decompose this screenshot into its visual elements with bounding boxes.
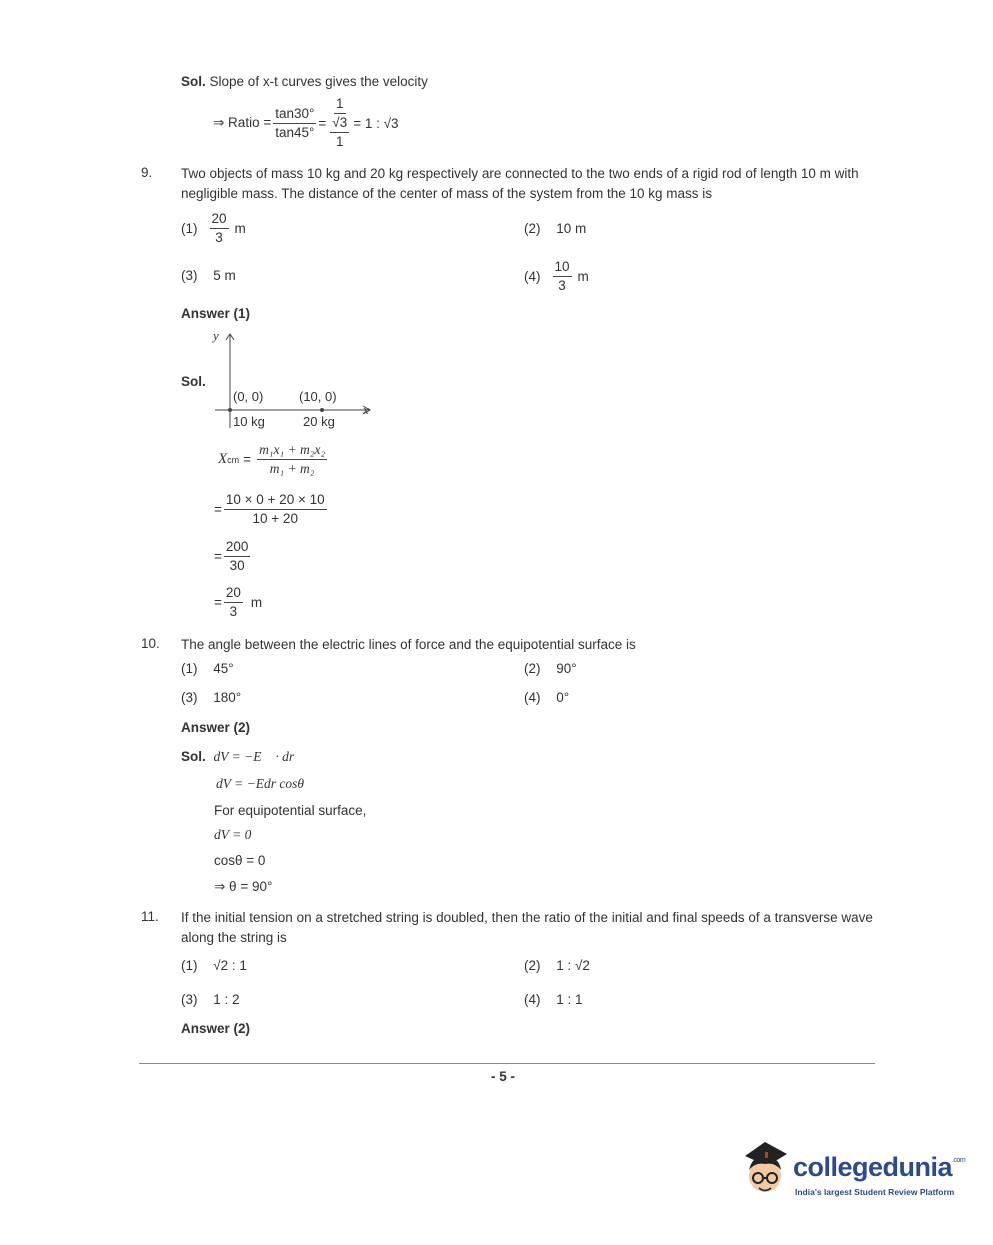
q11-text: If the initial tension on a stretched string is doubled, then the ratio of the initial and final speeds of a transverse wave along the string is: [181, 910, 873, 945]
option-label: (3): [181, 690, 198, 705]
sol-label: Sol.: [181, 74, 206, 89]
step4-fraction: $\frac{20}{3}$: [225, 585, 241, 619]
q9-option-3: [181, 268, 236, 283]
option-text: 90°: [556, 661, 577, 676]
option-label: (4): [524, 992, 541, 1007]
xcm-subscript: cm: [227, 454, 240, 465]
option-text: 1 : 2: [213, 992, 240, 1007]
q10-option-3: [181, 690, 241, 705]
ratio-fraction-1: $\frac{\tan 30^\circ}{\tan 45^\circ}$: [275, 105, 315, 140]
q10-option-1: [181, 661, 234, 676]
y-axis-label: y: [213, 328, 219, 343]
sol8-text: Slope of x-t curves gives the velocity: [209, 74, 428, 89]
q10-text: The angle between the electric lines of force and the equipotential surface is: [181, 637, 636, 652]
equals-sign: =: [318, 115, 327, 131]
q10-option-2: [524, 661, 577, 676]
xcm-formula: [218, 441, 329, 478]
option-label: (4): [524, 269, 541, 284]
brand-name: [793, 1152, 965, 1183]
q10-sol-line-4: dV = 0: [214, 827, 252, 842]
q9-text: Two objects of mass 10 kg and 20 kg respectively are connected to the two ends of a rigid rod of length 10 m with negligible mass. The distance of the center of mass of the system from the 10 kg mass is: [181, 166, 859, 201]
option-label: (2): [524, 221, 541, 236]
brand-suffix: .com: [952, 1157, 966, 1164]
option-text: 180°: [213, 690, 242, 705]
option-label: (1): [181, 661, 198, 676]
coord1-label: (0, 0): [233, 389, 264, 404]
mass2-label: 20 kg: [303, 414, 335, 429]
sol8-line: [181, 74, 428, 89]
sol-equation: dV = −E⃗ · dr⃗: [213, 749, 305, 764]
q10-answer: Answer (2): [181, 720, 251, 735]
xcm-step-3: [214, 538, 252, 575]
q9-answer: Answer (1): [181, 306, 251, 321]
option-label: (3): [181, 268, 198, 283]
footer-divider: [139, 1063, 875, 1064]
collegedunia-logo: [735, 1138, 965, 1208]
q10-sol-line-5: cosθ = 0: [214, 853, 266, 868]
equals-sign: =: [243, 452, 252, 467]
q11-option-1: [181, 958, 247, 973]
mass1-label: 10 kg: [233, 414, 265, 429]
q9-number: 9.: [141, 165, 153, 180]
option-text: 1 : 1: [556, 992, 583, 1007]
option-text: √2 : 1: [213, 958, 247, 973]
brand-text: collegedunia: [793, 1152, 953, 1182]
q11-option-3: [181, 992, 240, 1007]
q11-number: 11.: [141, 909, 159, 924]
brand-tagline: India's largest Student Review Platform: [795, 1187, 955, 1197]
q9-option-4: [524, 258, 589, 295]
equals-sign: =: [214, 595, 222, 610]
sol-label: Sol.: [181, 749, 206, 764]
equals-sign: =: [214, 502, 222, 517]
q9-sol-label: Sol.: [181, 374, 206, 389]
option-text: 1 : √2: [556, 958, 590, 973]
x-axis-label: x: [363, 402, 369, 417]
mascot-icon: [735, 1138, 793, 1204]
formula-fraction: $\frac{\text{m₁x₁ + m₂x₂}}{\text{m₁ + m₂}}$: [259, 442, 326, 476]
option-unit: m: [577, 269, 589, 284]
xcm-step-2: [214, 491, 329, 528]
option-label: (1): [181, 221, 198, 236]
ratio-label: ⇒ Ratio =: [213, 115, 272, 130]
q9-option-1: [181, 210, 246, 247]
page-number: - 5 -: [491, 1069, 516, 1084]
nested-fraction: $\frac{√3}{1}$: [332, 115, 348, 149]
option-label: (3): [181, 992, 198, 1007]
equals-sign: =: [214, 549, 222, 564]
q9-option-2: [524, 221, 586, 236]
option-label: (1): [181, 958, 198, 973]
option-unit: m: [234, 221, 246, 236]
option-text: 10 m: [556, 221, 587, 236]
step4-unit: m: [250, 595, 263, 610]
option-text: 5 m: [213, 268, 236, 283]
option-fraction: $\frac{20}{3}$: [211, 211, 227, 245]
ratio-result: = 1 : √3: [353, 115, 399, 131]
com-diagram: [200, 326, 380, 436]
ratio-fraction-2: $\frac{1}{\frac{√3}{1}}$: [328, 95, 351, 151]
mass1-point: [228, 408, 232, 412]
xcm-step-4: [214, 584, 262, 621]
coord2-label: (10, 0): [299, 389, 337, 404]
q11-option-2: [524, 958, 590, 973]
option-fraction: $\frac{10}{3}$: [554, 259, 570, 293]
sol8-ratio: [213, 95, 399, 151]
q10-number: 10.: [141, 636, 160, 651]
option-label: (2): [524, 958, 541, 973]
q10-option-4: [524, 690, 569, 705]
q10-sol-line-2: dV = −Edr cosθ: [216, 776, 304, 791]
mass2-point: [320, 408, 324, 412]
xcm-symbol: X: [218, 451, 228, 467]
option-label: (2): [524, 661, 541, 676]
q10-sol-line-1: [181, 749, 305, 765]
option-label: (4): [524, 690, 541, 705]
step3-fraction: $\frac{200}{30}$: [225, 539, 249, 573]
q11-answer: Answer (2): [181, 1021, 251, 1036]
q10-sol-line-6: ⇒ θ = 90°: [214, 879, 273, 894]
step2-fraction: $\frac{10 \times 0 + 20 \times 10}{10 + 20}$: [225, 492, 325, 526]
option-text: 0°: [556, 690, 570, 705]
option-text: 45°: [213, 661, 234, 676]
q11-option-4: [524, 992, 583, 1007]
q10-sol-line-3: For equipotential surface,: [214, 803, 367, 818]
